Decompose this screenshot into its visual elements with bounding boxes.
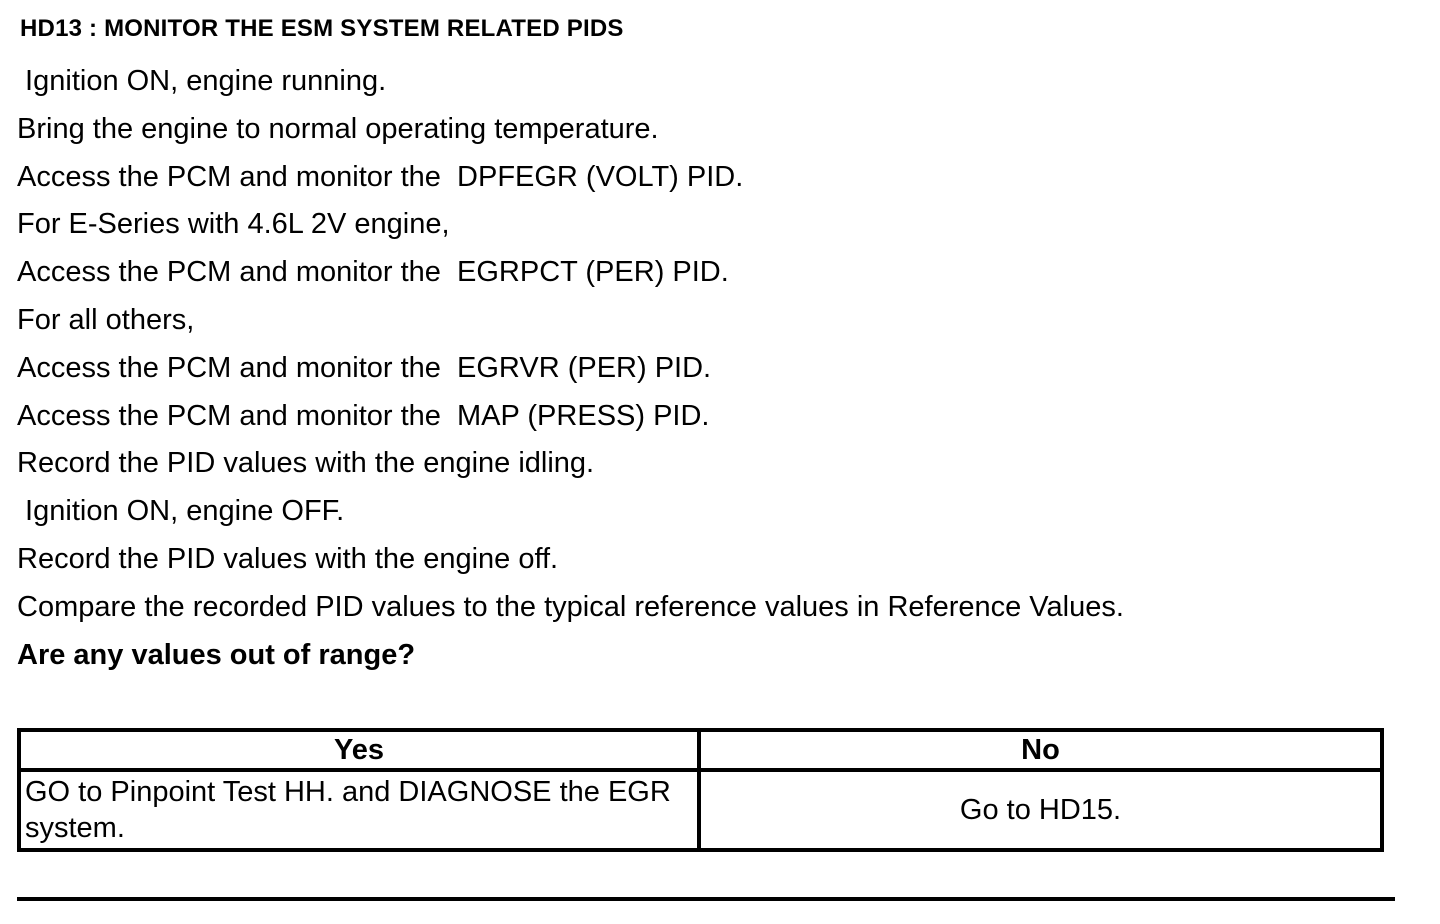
step-text: Access the PCM and monitor the EGRPCT (PER) PID. [17,256,729,289]
table-header-row [19,730,1382,770]
step-text: Bring the engine to normal operating temperature. [17,112,659,145]
step-text: Access the PCM and monitor the MAP (PRESS) PID. [17,399,710,432]
table-row [19,770,1382,850]
step-text: For E-Series with 4.6L 2V engine, [17,208,450,241]
step-text: Record the PID values with the engine off. [17,542,559,575]
step-text: Record the PID values with the engine idling. [17,447,595,480]
page-title: HD13 : MONITOR THE ESM SYSTEM RELATED PIDS [20,15,624,42]
bottom-divider [17,897,1395,901]
yes-action-cell: GO to Pinpoint Test HH. and DIAGNOSE the EGR system. [19,770,699,850]
procedure-steps [17,58,1124,679]
step-text: Compare the recorded PID values to the typical reference values in Reference Values. [17,590,1124,623]
decision-table [17,728,1384,852]
step-text: Ignition ON, engine OFF. [17,495,345,528]
yes-header: Yes [19,730,699,770]
step-text: Access the PCM and monitor the DPFEGR (VOLT) PID. [17,160,744,193]
no-header: No [699,730,1382,770]
no-action-cell: Go to HD15. [699,770,1382,850]
decision-question: Are any values out of range? [17,638,416,671]
step-text: For all others, [17,303,195,336]
step-text: Access the PCM and monitor the EGRVR (PER) PID. [17,351,712,384]
step-text: Ignition ON, engine running. [17,65,387,97]
